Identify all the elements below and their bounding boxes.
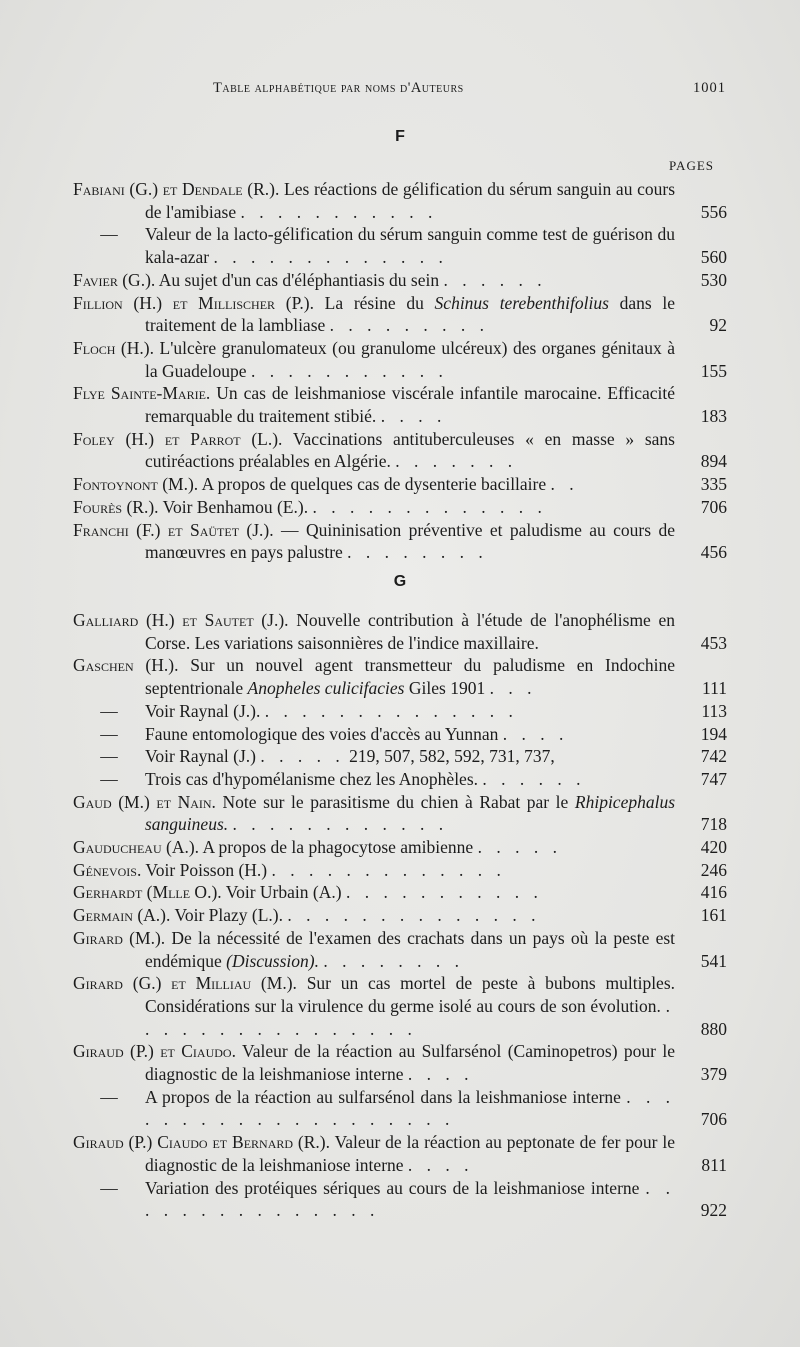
page-ref: 161 [700, 905, 727, 926]
page-ref: 560 [700, 247, 727, 268]
leader-dots: . . . . [407, 1154, 474, 1175]
entry-text: Note sur le parasitisme du chien à Rabat par le [222, 791, 569, 812]
leader-dots: . . . . . . . [395, 451, 518, 472]
entry-italic: (Discussion). [226, 950, 319, 971]
leader-dots: . . . [489, 678, 537, 699]
entry-text: Valeur de la réaction au peptonate de fer pour le diagnostic de la leishmaniose interne [145, 1132, 675, 1175]
entry-text-cont: dans le traitement de la lambliase [145, 292, 676, 336]
entry-author: Génevois. [73, 859, 142, 880]
index-entry [73, 519, 727, 564]
leader-dots: . . . . . . . . . . . . . . . . . . . . [145, 1086, 676, 1130]
section-g-entries [73, 609, 727, 1222]
entry-text: Un cas de leishmaniose viscérale infantile marocaine. Efficacité remarquable du traitement stibié. [145, 383, 676, 427]
leader-dots: . . . . . . . . [323, 950, 464, 971]
entry-text: Voir Poisson (H.) [145, 859, 268, 880]
running-head-title: Table alphabétique par noms d'Auteurs [213, 80, 464, 96]
index-entry [73, 1177, 727, 1222]
entry-italic: Anopheles culicifacies [247, 678, 405, 699]
entry-text: Sur un cas mortel de peste à bubons multiples. Considérations sur la virulence du germe isolé au cours de son évolution. [145, 973, 676, 1016]
leader-dots: . . . . . . . . . . . [345, 882, 543, 903]
leader-dots: . . . . . . . . . . . . . . . [145, 1177, 676, 1221]
page-ref: 530 [700, 269, 727, 290]
running-head [213, 80, 726, 97]
entry-author: Gauducheau (A.). [73, 837, 200, 858]
section-letter-g: G [393, 573, 407, 590]
index-entry [73, 1040, 727, 1085]
entry-text: Variation des protéiques sériques au cours de la leishmaniose interne [145, 1177, 640, 1198]
index-entry [73, 723, 727, 746]
leader-dots: . . [550, 474, 579, 495]
leader-dots: . . . . . . . . . . . . . [271, 859, 506, 880]
index-entry [73, 223, 727, 268]
page-ref: 922 [700, 1200, 727, 1221]
entry-author: Girard (G.) et Milliau (M.). [73, 973, 297, 994]
leader-dots: . . . . . . . . . . . [250, 360, 448, 381]
leader-dots: . . . . . . [443, 269, 547, 290]
page-number: 1001 [693, 80, 726, 96]
index-entry [73, 382, 727, 427]
entry-text: — Quininisation préventive et paludisme au cours de manœuvres en pays palustre [145, 519, 675, 563]
leader-dots: . . . . [502, 723, 569, 744]
index-entry [73, 745, 727, 768]
index-entry [73, 927, 727, 972]
entry-author: Floch (H.). [73, 337, 154, 358]
index-entry [73, 1086, 727, 1131]
leader-dots: . . . . . . . . . . . . . . . . [145, 995, 676, 1039]
repeat-dash: — [100, 224, 118, 245]
entry-text: Valeur de la lacto-gélification du sérum sanguin comme test de guérison du kala-azar [145, 224, 675, 268]
page-ref: 194 [700, 723, 727, 744]
leader-dots: . . . . . . . . . . . . . [213, 247, 448, 268]
entry-author: Giraud (P.) et Ciaudo. [73, 1041, 236, 1062]
entry-text: L'ulcère granulomateux (ou granulome ulcéreux) des organes génitaux à la Guadeloupe [145, 337, 675, 381]
entry-text: De la nécessité de l'examen des crachats dans un pays où la peste est endémique [145, 927, 676, 971]
entry-text: Vaccinations antituberculeuses « en masse » sans cutiréactions préalables en Algérie. [145, 428, 675, 472]
repeat-dash: — [100, 1086, 118, 1107]
leader-dots: . . . . . [260, 746, 345, 767]
entry-text: Nouvelle contribution à l'étude de l'anophélisme en Corse. Les variations saisonnières de l'indice maxillaire. [145, 610, 675, 653]
page-ref: 379 [700, 1064, 727, 1085]
index-entry [73, 1131, 727, 1176]
entry-author: Fillion (H.) et Millischer (P.). [73, 292, 314, 313]
page-ref: 456 [700, 542, 727, 563]
entry-text: Sur un nouvel agent transmetteur du paludisme en Indochine septentrionale [145, 655, 676, 699]
page-ref: 718 [700, 814, 727, 835]
entry-text: Au sujet d'un cas d'éléphantiasis du sein [158, 269, 440, 290]
entry-text: A propos de quelques cas de dysenterie bacillaire [201, 474, 547, 495]
index-entry [73, 972, 727, 1040]
entry-text: Faune entomologique des voies d'accès au Yunnan [145, 723, 499, 744]
page-ref: 155 [700, 360, 727, 381]
entry-author: Gaschen (H.). [73, 655, 179, 676]
index-entry [73, 791, 727, 836]
index-entry [73, 654, 727, 699]
page-ref: 246 [700, 859, 727, 880]
entry-text: Voir Raynal (J.). [145, 700, 261, 721]
entry-author: Foley (H.) et Parrot (L.). [73, 428, 283, 449]
leader-dots: . . . . . . . . . [329, 315, 490, 336]
leader-dots: . . . . . . . . . . . . . [312, 496, 547, 517]
entry-author: Galliard (H.) et Sautet (J.). [73, 610, 289, 630]
index-entry [73, 859, 727, 882]
entry-text: A propos de la phagocytose amibienne [202, 837, 474, 858]
index-entry [73, 836, 727, 859]
page-ref: 111 [702, 678, 727, 699]
entry-text: Les réactions de gélification du sérum sanguin au cours de l'amibiase [145, 179, 676, 222]
entry-text: Voir Benhamou (E.). [162, 496, 309, 517]
leader-dots: . . . . . . . . [347, 542, 488, 563]
index-entry [73, 428, 727, 473]
leader-dots: . . . . . . . . . . . [240, 201, 438, 222]
leader-dots: . . . . . [477, 837, 562, 858]
page-ref: 556 [700, 201, 727, 222]
entry-text-cont: Giles 1901 [408, 678, 486, 699]
entry-author: Fabiani (G.) et Dendale (R.). [73, 179, 280, 199]
entry-author: Giraud (P.) Ciaudo et Bernard (R.). [73, 1132, 331, 1153]
page-ref: 113 [701, 700, 727, 721]
section-f-entries [73, 178, 727, 564]
entry-text: A propos de la réaction au sulfarsénol dans la leishmaniose interne [145, 1086, 621, 1107]
page-ref: 880 [700, 1018, 727, 1039]
entry-author: Germain (A.). [73, 905, 171, 926]
page-ref: 420 [700, 837, 727, 858]
pages-column-label: PAGES [669, 158, 714, 173]
leader-dots: . . . . [380, 406, 447, 427]
entry-author: Franchi (F.) et Saütet (J.). [73, 519, 274, 540]
entry-text: Voir Urbain (A.) [225, 882, 342, 903]
leader-dots: . . . . . . . . . . . . [232, 814, 449, 835]
entry-text: Valeur de la réaction au Sulfarsénol (Caminopetros) pour le diagnostic de la leishmaniose interne [145, 1041, 675, 1085]
repeat-dash: — [100, 700, 118, 721]
index-entry [73, 496, 727, 519]
entry-author: Fontoynont (M.). [73, 474, 199, 495]
page-ref: 335 [700, 474, 727, 495]
leader-dots: . . . . . . . . . . . . . . [287, 905, 541, 926]
index-entry [73, 881, 727, 904]
page-ref: 706 [700, 496, 727, 517]
page-ref: 742 [700, 746, 727, 767]
page-ref: 92 [709, 315, 727, 336]
page-ref: 416 [700, 882, 727, 903]
entry-author: Favier (G.). [73, 269, 156, 290]
repeat-dash: — [100, 768, 118, 789]
entry-italic: Rhipicephalus sanguineus. [145, 791, 676, 835]
entry-italic: Schinus terebenthifolius [434, 292, 609, 313]
index-entry [73, 768, 727, 791]
entry-author: Gerhardt (Mlle O.). [73, 882, 222, 903]
index-entry [73, 473, 727, 496]
index-entry [73, 178, 727, 223]
repeat-dash: — [100, 1177, 118, 1198]
page-ref: 541 [700, 950, 727, 971]
page-ref: 706 [700, 1109, 727, 1130]
entry-author: Girard (M.). [73, 927, 166, 948]
page-ref: 453 [700, 632, 727, 653]
index-entry [73, 904, 727, 927]
page-ref: 747 [700, 768, 727, 789]
entry-author: Flye Sainte-Marie. [73, 383, 211, 404]
entry-author: Gaud (M.) et Nain. [73, 791, 216, 812]
repeat-dash: — [100, 723, 118, 744]
index-entry [73, 337, 727, 382]
index-entry [73, 700, 727, 723]
entry-author: Fourès (R.). [73, 496, 159, 517]
repeat-dash: — [100, 746, 118, 767]
index-entry [73, 269, 727, 292]
leader-dots: . . . . . . . . . . . . . . [264, 700, 518, 721]
entry-text: Trois cas d'hypomélanisme chez les Anophèles. [145, 768, 479, 789]
entry-text: Voir Plazy (L.). [174, 905, 283, 926]
entry-text: La résine du [324, 292, 424, 313]
page-list: 219, 507, 582, 592, 731, 737, [349, 746, 555, 767]
page-ref: 894 [700, 451, 727, 472]
leader-dots: . . . . . . [482, 768, 586, 789]
page-ref: 183 [700, 406, 727, 427]
entry-text: Voir Raynal (J.) [145, 746, 256, 767]
index-entry [73, 292, 727, 337]
index-entry [73, 609, 727, 654]
page-ref: 811 [701, 1154, 727, 1175]
leader-dots: . . . . [407, 1064, 474, 1085]
section-letter-f: F [395, 128, 405, 145]
